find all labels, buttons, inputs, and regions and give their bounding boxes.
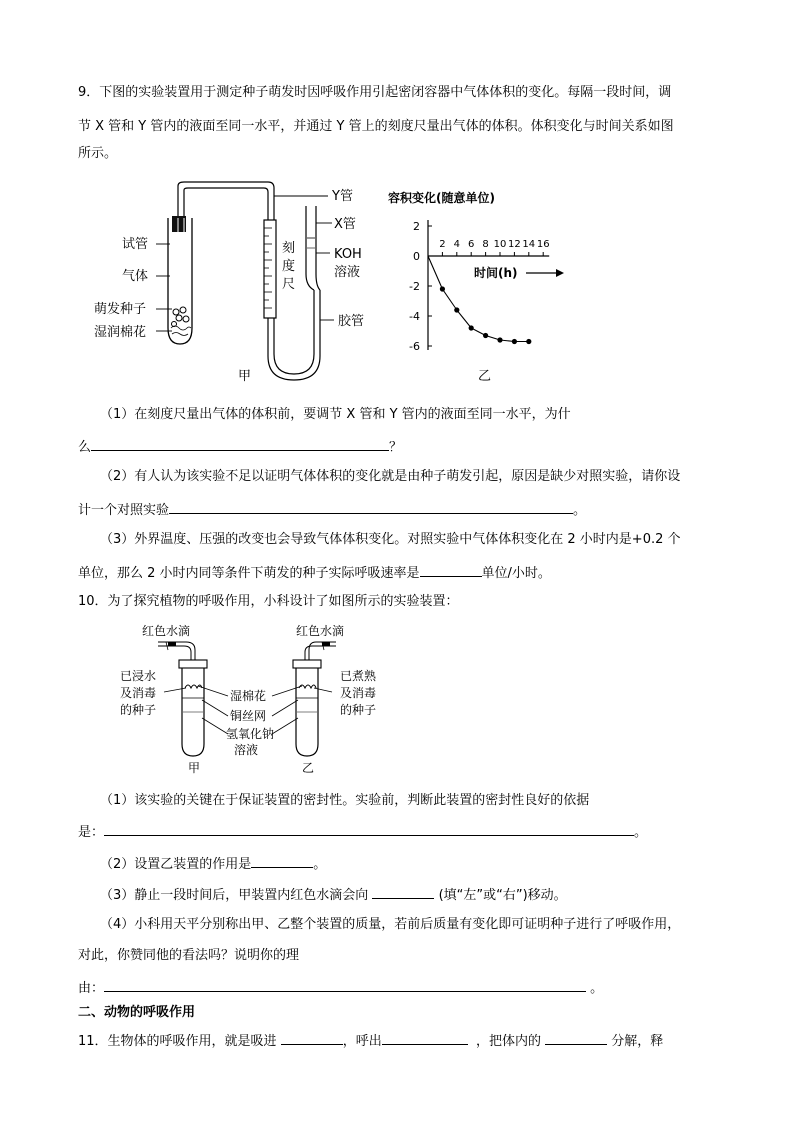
q9-sub2-prefix: 计一个对照实验: [78, 503, 170, 518]
q11-line: [78, 1031, 663, 1051]
q9-volume-chart: [380, 184, 600, 359]
chart-x-tick-label: 6: [468, 239, 475, 250]
label-right-seeds-1: 已煮熟: [340, 669, 377, 683]
q10-caption-yi: 乙: [302, 761, 315, 775]
q9-stem-line-1: 9．下图的实验装置用于测定种子萌发时因呼吸作用引起密闭容器中气体体积的变化。每隔一段时间，调: [78, 85, 672, 100]
label-koh: KOH: [334, 247, 362, 262]
q9-sub1-prefix: 么: [78, 440, 92, 455]
label-left-seeds-1: 已浸水: [120, 669, 157, 683]
chart-x-arrow: [526, 269, 564, 277]
q10-sub2-prefix: （2）设置乙装置的作用是: [100, 857, 252, 872]
q10-sub2-suffix: 。: [313, 857, 327, 872]
label-left-seeds-2: 及消毒: [120, 686, 157, 700]
label-gas: 气体: [122, 269, 149, 284]
q9-sub1-answer-blank[interactable]: [91, 437, 389, 451]
chart-x-tick-label: 12: [508, 239, 521, 250]
chart-x-ticks: [439, 239, 549, 256]
label-wet-cotton-mid: 湿棉花: [230, 689, 267, 703]
chart-point: [497, 337, 502, 342]
q10-sub1-line-1: （1）该实验的关键在于保证装置的密封性。实验前，判断此装置的密封性良好的依据: [100, 793, 590, 808]
q9-sub2-suffix: 。: [573, 503, 587, 518]
chart-y-tick-label: -2: [409, 280, 420, 293]
label-red-drop-right: 红色水滴: [296, 624, 345, 638]
label-y-tube: Y管: [332, 189, 353, 204]
q10-stem: 10．为了探究植物的呼吸作用，小科设计了如图所示的实验装置：: [78, 594, 459, 609]
q11-blank-2[interactable]: [382, 1031, 468, 1045]
q10-sub2-answer-blank[interactable]: [251, 854, 313, 868]
q9-sub2-answer-blank[interactable]: [169, 500, 573, 514]
q10-sub4-line-1: （4）小科用天平分别称出甲、乙整个装置的质量，若前后质量有变化即可证明种子进行了呼吸作用，: [100, 917, 681, 932]
chart-point: [440, 286, 445, 291]
q10-sub4-answer-blank[interactable]: [104, 978, 586, 992]
q10-sub3-answer-blank[interactable]: [372, 885, 434, 899]
q10-sub3-prefix: （3）静止一段时间后，甲装置内红色水滴会向: [100, 888, 369, 903]
q9-stem-line-2: 节 X 管和 Y 管内的液面至同一水平，并通过 Y 管上的刻度尺量出气体的体积。体积变化与时间关系如图: [78, 119, 674, 134]
q10-sub1-answer-blank[interactable]: [104, 822, 634, 836]
label-left-seeds-3: 的种子: [120, 703, 157, 717]
chart-y-tick-label: -4: [409, 310, 420, 323]
q10-sub3-suffix: (填“左”或“右”)移动。: [438, 888, 567, 903]
label-hose: 胶管: [338, 314, 365, 329]
label-right-seeds-3: 的种子: [340, 703, 377, 717]
q9-sub1-line-1: （1）在刻度尺量出气体的体积前，要调节 X 管和 Y 管内的液面至同一水平，为什: [100, 407, 571, 422]
q10-sub2-line: [100, 854, 326, 874]
chart-x-tick-label: 16: [536, 239, 550, 250]
q10-sub4-line-3: [78, 978, 603, 998]
q9-sub1-line-2: [78, 437, 402, 457]
section-2-heading: 二、动物的呼吸作用: [78, 1005, 196, 1020]
label-copper-mesh: 铜丝网: [230, 709, 267, 723]
q11-blank-1[interactable]: [281, 1031, 343, 1045]
q11-part-c: ，把体内的: [475, 1034, 541, 1049]
q9-sub3-prefix: 单位，那么 2 小时内同等条件下萌发的种子实际呼吸速率是: [78, 566, 420, 581]
chart-point: [454, 307, 459, 312]
chart-point: [512, 339, 517, 344]
q10-sub1-line-2: [78, 822, 647, 842]
chart-x-tick-label: 14: [522, 239, 536, 250]
label-red-drop-left: 红色水滴: [142, 624, 191, 638]
q10-sub4-suffix: 。: [590, 981, 604, 996]
q9-sub3-line-1: （3）外界温度、压强的改变也会导致气体体积变化。对照实验中气体体积变化在 2 小时内是+0.2 个: [100, 532, 681, 547]
q11-part-a: 11．生物体的呼吸作用，就是吸进: [78, 1034, 277, 1049]
label-koh-solution: 溶液: [334, 265, 361, 280]
chart-y-tick-label: 0: [413, 250, 420, 263]
label-naoh-solution: 溶液: [234, 743, 259, 757]
q10-sub1-suffix: 。: [634, 825, 648, 840]
q10-sub1-prefix: 是：: [78, 825, 105, 840]
q9-apparatus-figure: [88, 178, 388, 388]
chart-x-axis-label: 时间(h): [474, 266, 518, 280]
q11-blank-3[interactable]: [545, 1031, 607, 1045]
chart-point: [526, 339, 531, 344]
q9-sub2-line-2: [78, 500, 586, 520]
q9-sub3-line-2: [78, 563, 551, 583]
q10-sub4-line-2: 对此，你赞同他的看法吗？说明你的理: [78, 948, 300, 963]
label-naoh: 氢氧化钠: [226, 727, 275, 741]
chart-point: [469, 325, 474, 330]
label-right-seeds-2: 及消毒: [340, 686, 377, 700]
chart-x-tick-label: 10: [493, 239, 507, 250]
label-test-tube: 试管: [122, 237, 149, 252]
label-wet-cotton: 湿润棉花: [94, 325, 147, 340]
q10-caption-jia: 甲: [188, 761, 201, 775]
q9-sub2-line-1: （2）有人认为该实验不足以证明气体体积的变化就是由种子萌发引起，原因是缺少对照实验，请你设: [100, 469, 681, 484]
label-ruler-1: 刻: [282, 241, 296, 256]
q9-sub3-answer-blank[interactable]: [420, 563, 482, 577]
chart-x-tick-label: 2: [439, 239, 446, 250]
chart-x-tick-label: 4: [453, 239, 460, 250]
q10-sub3-line: [100, 885, 567, 905]
q9-figure-yi-caption: 乙: [478, 369, 492, 384]
q9-figure-jia-caption: 甲: [238, 369, 252, 384]
label-x-tube: X管: [334, 217, 356, 232]
q11-part-b: ，呼出: [342, 1034, 382, 1049]
q11-part-d: 分解，释: [611, 1034, 664, 1049]
q9-sub3-suffix: 单位/小时。: [481, 566, 551, 581]
label-ruler-3: 尺: [282, 277, 296, 292]
q9-stem-line-3: 所示。: [78, 146, 118, 161]
chart-title: 容积变化(随意单位): [388, 191, 495, 205]
chart-point: [483, 333, 488, 338]
chart-x-tick-label: 8: [482, 239, 489, 250]
q10-apparatus-figure: [118, 622, 390, 778]
chart-y-tick-label: -6: [409, 340, 420, 353]
chart-y-tick-label: 2: [413, 220, 420, 233]
q10-sub4-prefix: 由：: [78, 981, 105, 996]
q9-sub1-suffix: ？: [389, 440, 403, 455]
label-ruler-2: 度: [282, 259, 296, 274]
label-germinating-seeds: 萌发种子: [94, 302, 147, 317]
